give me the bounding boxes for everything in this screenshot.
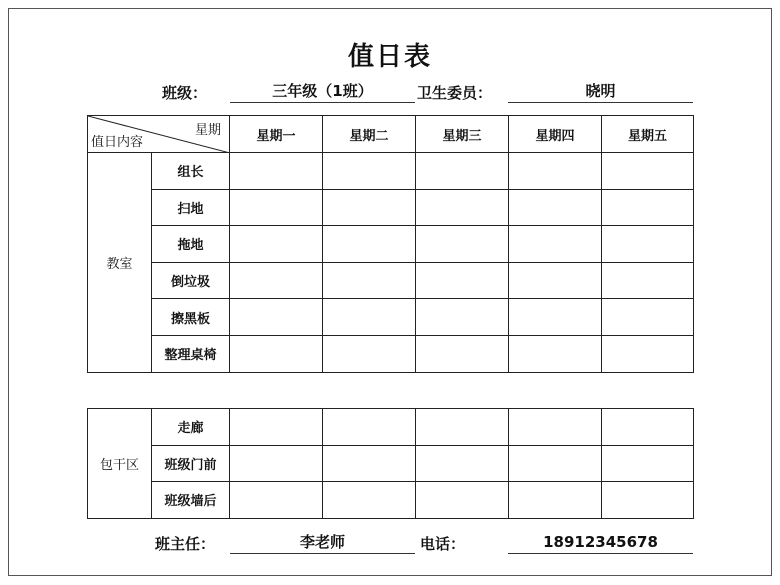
table-row xyxy=(88,482,694,519)
table-row xyxy=(88,226,694,263)
duty-cell[interactable] xyxy=(509,482,602,519)
phone-value: 18912345678 xyxy=(508,531,693,554)
duty-cell[interactable] xyxy=(323,299,416,336)
class-label: 班级： xyxy=(162,84,208,102)
teacher-value: 李老师 xyxy=(230,531,415,554)
table-row xyxy=(88,335,694,372)
day-header: 星期一 xyxy=(230,116,323,153)
header-row xyxy=(88,116,694,153)
duty-table-classroom xyxy=(87,115,694,373)
duty-cell[interactable] xyxy=(509,189,602,226)
table-row xyxy=(88,262,694,299)
duty-cell[interactable] xyxy=(230,153,323,190)
duty-cell[interactable] xyxy=(602,335,694,372)
task-label: 拖地 xyxy=(152,226,230,263)
duty-cell[interactable] xyxy=(602,189,694,226)
header-corner-cell xyxy=(88,116,230,153)
duty-cell[interactable] xyxy=(509,226,602,263)
duty-cell[interactable] xyxy=(416,299,509,336)
duty-cell[interactable] xyxy=(230,189,323,226)
corner-bottom-label: 值日内容 xyxy=(91,135,144,150)
table-row xyxy=(88,299,694,336)
duty-cell[interactable] xyxy=(602,409,694,446)
day-header: 星期五 xyxy=(602,116,694,153)
table-row xyxy=(88,189,694,226)
duty-cell[interactable] xyxy=(323,153,416,190)
task-label: 班级门前 xyxy=(152,445,230,482)
monitor-value: 晓明 xyxy=(508,80,693,103)
monitor-label: 卫生委员： xyxy=(417,84,493,102)
duty-cell[interactable] xyxy=(509,445,602,482)
table-row xyxy=(88,409,694,446)
duty-cell[interactable] xyxy=(323,482,416,519)
duty-cell[interactable] xyxy=(323,189,416,226)
duty-cell[interactable] xyxy=(416,189,509,226)
area-label: 教室 xyxy=(88,153,152,373)
duty-cell[interactable] xyxy=(323,262,416,299)
day-header: 星期二 xyxy=(323,116,416,153)
duty-table-area xyxy=(87,408,694,519)
duty-cell[interactable] xyxy=(230,409,323,446)
duty-cell[interactable] xyxy=(602,262,694,299)
area-label: 包干区 xyxy=(88,409,152,519)
duty-cell[interactable] xyxy=(509,299,602,336)
duty-cell[interactable] xyxy=(323,445,416,482)
page-title: 值日表 xyxy=(347,42,432,72)
day-header: 星期四 xyxy=(509,116,602,153)
duty-cell[interactable] xyxy=(416,262,509,299)
duty-cell[interactable] xyxy=(230,262,323,299)
duty-cell[interactable] xyxy=(230,482,323,519)
corner-top-label: 星期 xyxy=(194,123,221,138)
duty-cell[interactable] xyxy=(416,335,509,372)
duty-cell[interactable] xyxy=(416,482,509,519)
duty-cell[interactable] xyxy=(509,153,602,190)
task-label: 擦黑板 xyxy=(152,299,230,336)
table-row xyxy=(88,445,694,482)
duty-cell[interactable] xyxy=(230,299,323,336)
class-value: 三年级（1班） xyxy=(230,80,415,103)
task-label: 组长 xyxy=(152,153,230,190)
duty-cell[interactable] xyxy=(230,335,323,372)
duty-cell[interactable] xyxy=(602,445,694,482)
duty-cell[interactable] xyxy=(416,226,509,263)
duty-cell[interactable] xyxy=(602,153,694,190)
duty-cell[interactable] xyxy=(323,409,416,446)
task-label: 走廊 xyxy=(152,409,230,446)
task-label: 扫地 xyxy=(152,189,230,226)
task-label: 整理桌椅 xyxy=(152,335,230,372)
duty-cell[interactable] xyxy=(416,153,509,190)
phone-label: 电话： xyxy=(420,535,466,553)
duty-cell[interactable] xyxy=(323,335,416,372)
teacher-label: 班主任： xyxy=(155,535,216,553)
duty-cell[interactable] xyxy=(230,226,323,263)
duty-cell[interactable] xyxy=(416,445,509,482)
duty-cell[interactable] xyxy=(230,445,323,482)
duty-cell[interactable] xyxy=(602,299,694,336)
day-header: 星期三 xyxy=(416,116,509,153)
duty-cell[interactable] xyxy=(416,409,509,446)
duty-cell[interactable] xyxy=(509,409,602,446)
task-label: 班级墙后 xyxy=(152,482,230,519)
duty-cell[interactable] xyxy=(509,262,602,299)
duty-cell[interactable] xyxy=(509,335,602,372)
task-label: 倒垃圾 xyxy=(152,262,230,299)
duty-cell[interactable] xyxy=(323,226,416,263)
duty-cell[interactable] xyxy=(602,226,694,263)
duty-cell[interactable] xyxy=(602,482,694,519)
table-row xyxy=(88,153,694,190)
